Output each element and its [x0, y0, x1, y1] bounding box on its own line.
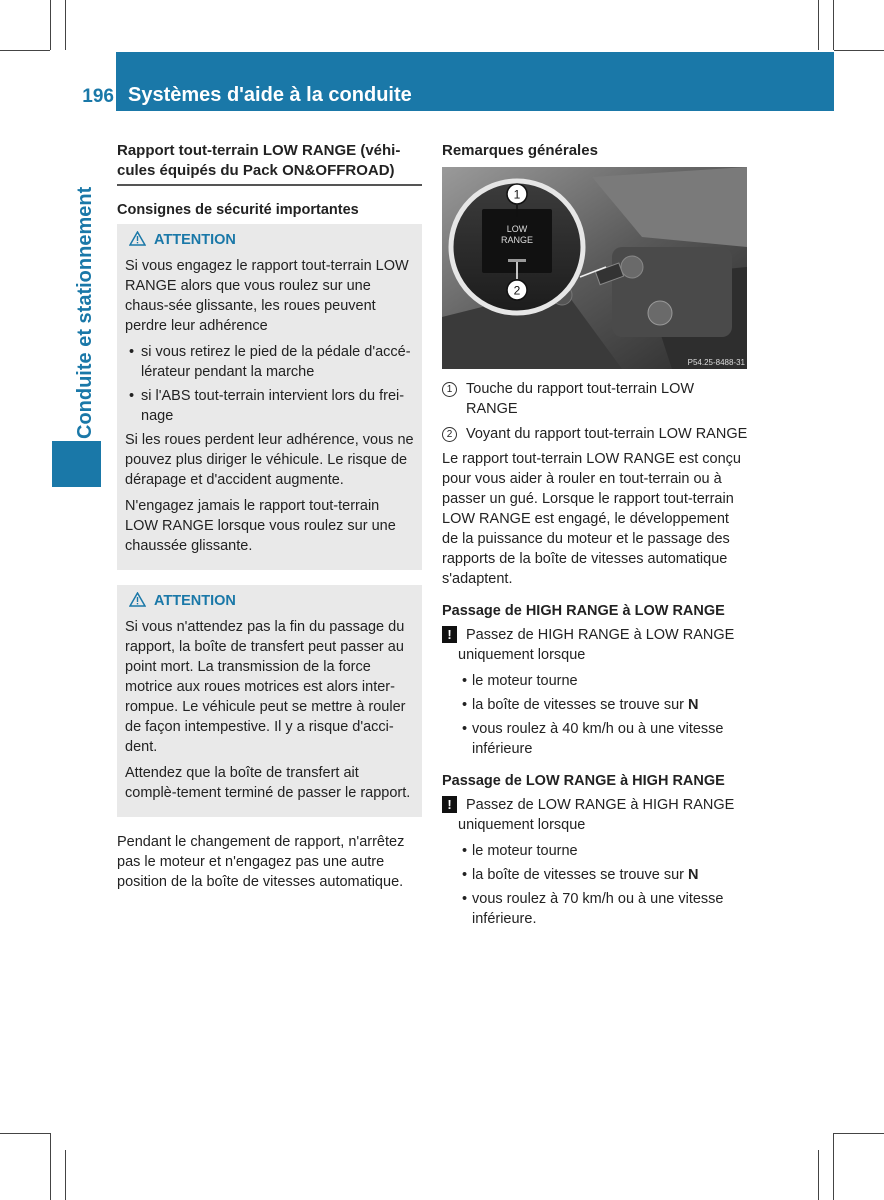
general-remarks-heading: Remarques générales	[442, 142, 598, 159]
chapter-tab-marker	[52, 441, 101, 487]
left-column	[117, 141, 422, 898]
warning-box	[117, 585, 422, 817]
warning-text: N'engagez jamais le rapport tout-terrain LOW RANGE lorsque vous roulez sur une chaussée glissante.	[125, 498, 396, 554]
instruction: ! Passez de LOW RANGE à HIGH RANGE uniquement lorsque	[442, 795, 748, 835]
crop-mark	[834, 50, 884, 51]
figure-reference: P54.25-8488-31	[687, 358, 745, 367]
list-item: • si l'ABS tout-terrain intervient lors du frei-nage	[129, 388, 405, 424]
legend-item: 1 Touche du rapport tout-terrain LOW RANGE	[442, 379, 748, 419]
crop-mark	[65, 0, 66, 50]
crop-mark	[50, 1133, 51, 1200]
console-photo	[442, 167, 747, 369]
body-text: Le rapport tout-terrain LOW RANGE est conçu pour vous aider à rouler en tout-terrain ou à passer un gué. Lorsque le rapport tout-terrain LOW RANGE est engagé, le développement de la puissance du moteur et le passage des rapports de la boîte de vitesses automatique s'adaptent.	[442, 451, 741, 587]
high-to-low-heading: Passage de HIGH RANGE à LOW RANGE	[442, 603, 725, 619]
warning-title: ATTENTION	[154, 593, 236, 609]
list-item: • le moteur tourne	[462, 843, 578, 859]
callout-2: 2	[513, 283, 521, 298]
exclamation-icon: !	[442, 626, 457, 643]
warning-box	[117, 224, 422, 570]
list-item: • la boîte de vitesses se trouve sur N	[462, 697, 699, 713]
crop-mark	[818, 0, 819, 50]
legend-item: 2 Voyant du rapport tout-terrain LOW RANGE	[442, 424, 748, 444]
crop-mark	[65, 1150, 66, 1200]
warning-text: Si les roues perdent leur adhérence, vous ne pouvez plus diriger le véhicule. Le risque de dérapage et d'accident augmente.	[125, 432, 414, 488]
crop-mark	[834, 1133, 884, 1134]
right-column	[442, 141, 748, 933]
warning-triangle-icon	[129, 231, 146, 246]
crop-mark	[833, 1133, 834, 1200]
list-item: • la boîte de vitesses se trouve sur N	[462, 867, 699, 883]
list-item: • vous roulez à 40 km/h ou à une vitesse inférieure	[462, 721, 724, 757]
warning-text: Si vous n'attendez pas la fin du passage du rapport, la boîte de transfert peut passer au point mort. La transmission de la force motrice aux roues motrices est alors inter-rompue. Le véhicule peut se mettre à rouler de façon intempestive. Il y a risque d'acci-dent.	[125, 619, 406, 755]
callout-1: 1	[513, 187, 521, 202]
instruction: ! Passez de HIGH RANGE à LOW RANGE uniquement lorsque	[442, 625, 748, 665]
warning-triangle-icon	[129, 592, 146, 607]
page-number: 196	[82, 86, 114, 107]
list-item: • vous roulez à 70 km/h ou à une vitesse inférieure.	[462, 891, 724, 927]
warning-title: ATTENTION	[154, 232, 236, 248]
list-item: • si vous retirez le pied de la pédale d'accé-lérateur pendant la marche	[129, 344, 411, 380]
crop-mark	[0, 1133, 50, 1134]
section-title: Rapport tout-terrain LOW RANGE (véhi-cules équipés du Pack ON&OFFROAD)	[117, 141, 422, 186]
low-range-button-label: RANGE	[500, 235, 534, 245]
low-to-high-heading: Passage de LOW RANGE à HIGH RANGE	[442, 773, 725, 789]
list-item: • le moteur tourne	[462, 673, 578, 689]
chapter-tab	[52, 111, 101, 487]
warning-text: Attendez que la boîte de transfert ait complè-tement terminé de passer le rapport.	[125, 765, 411, 801]
exclamation-icon: !	[442, 796, 457, 813]
chapter-tab-label: Conduite et stationnement	[74, 186, 96, 439]
safety-heading: Consignes de sécurité importantes	[117, 202, 359, 218]
crop-mark	[818, 1150, 819, 1200]
body-text: Pendant le changement de rapport, n'arrêtez pas le moteur et n'engagez pas une autre position de la boîte de vitesses automatique.	[117, 834, 405, 890]
page-title: Systèmes d'aide à la conduite	[128, 84, 412, 106]
crop-mark	[0, 50, 50, 51]
crop-mark	[833, 0, 834, 50]
warning-text: Si vous engagez le rapport tout-terrain LOW RANGE alors que vous roulez sur une chaus-sée glissante, les roues peuvent perdre leur adhérence	[125, 258, 409, 334]
low-range-button-label: LOW	[506, 224, 528, 234]
crop-mark	[50, 0, 51, 50]
